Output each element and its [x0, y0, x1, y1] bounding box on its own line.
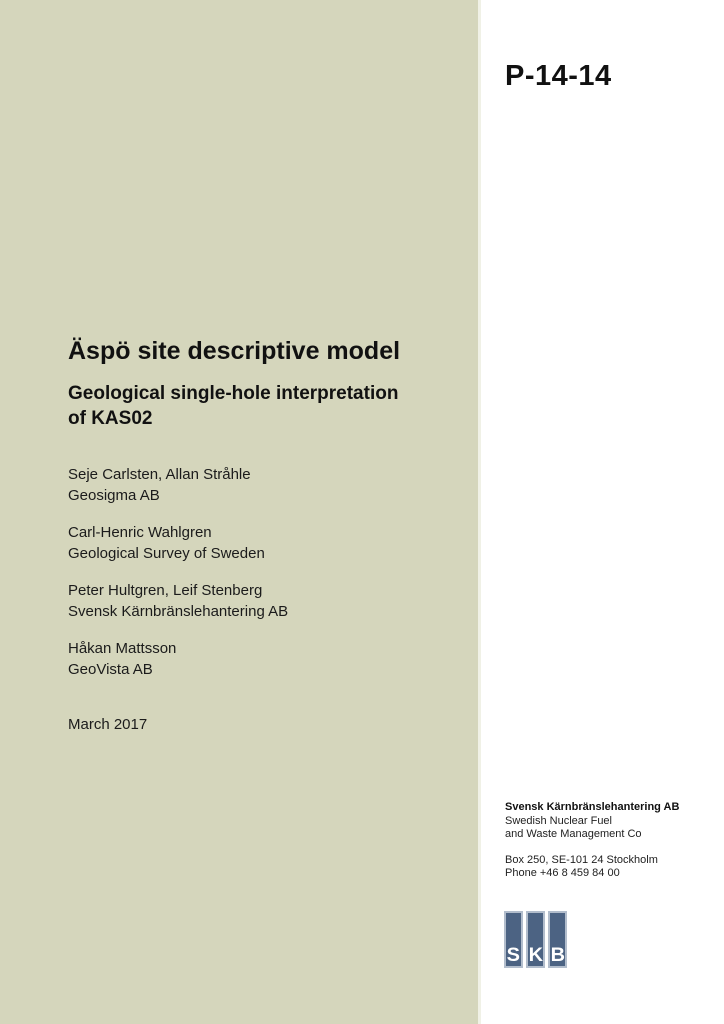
report-number: P-14-14 — [505, 60, 612, 92]
author-affiliation: GeoVista AB — [68, 661, 153, 678]
author-names: Carl-Henric Wahlgren — [68, 524, 212, 541]
author-affiliation: Svensk Kärnbränslehantering AB — [68, 603, 289, 620]
author-names: Peter Hultgren, Leif Stenberg — [68, 582, 263, 599]
author-affiliation: Geosigma AB — [68, 487, 160, 504]
author-group — [68, 580, 288, 622]
skb-logo — [504, 911, 567, 968]
skb-logo-bar — [504, 911, 523, 968]
publisher-address: Box 250, SE-101 24 Stockholm — [505, 853, 658, 866]
publication-date: March 2017 — [68, 716, 148, 733]
publisher-descriptor-line2: and Waste Management Co — [505, 828, 642, 840]
title-block — [68, 336, 412, 431]
publisher-block — [505, 801, 705, 881]
author-group — [68, 464, 288, 506]
publisher-name: Svensk Kärnbränslehantering AB — [505, 801, 680, 813]
skb-logo-letter: B — [550, 945, 565, 966]
page-title: Äspö site descriptive model — [68, 337, 401, 365]
author-names: Seje Carlsten, Allan Stråhle — [68, 466, 251, 483]
author-group — [68, 638, 288, 680]
publisher-phone: Phone +46 8 459 84 00 — [505, 867, 620, 879]
skb-logo-bar — [548, 911, 567, 968]
skb-logo-letter: S — [506, 945, 521, 966]
author-list — [68, 464, 288, 696]
skb-logo-letter: K — [528, 945, 543, 966]
author-names: Håkan Mattsson — [68, 640, 177, 657]
publisher-descriptor-line1: Swedish Nuclear Fuel — [505, 814, 612, 827]
author-affiliation: Geological Survey of Sweden — [68, 545, 265, 562]
page-subtitle: Geological single-hole interpretation of KAS02 — [68, 383, 399, 429]
skb-logo-bar — [526, 911, 545, 968]
author-group — [68, 522, 288, 564]
